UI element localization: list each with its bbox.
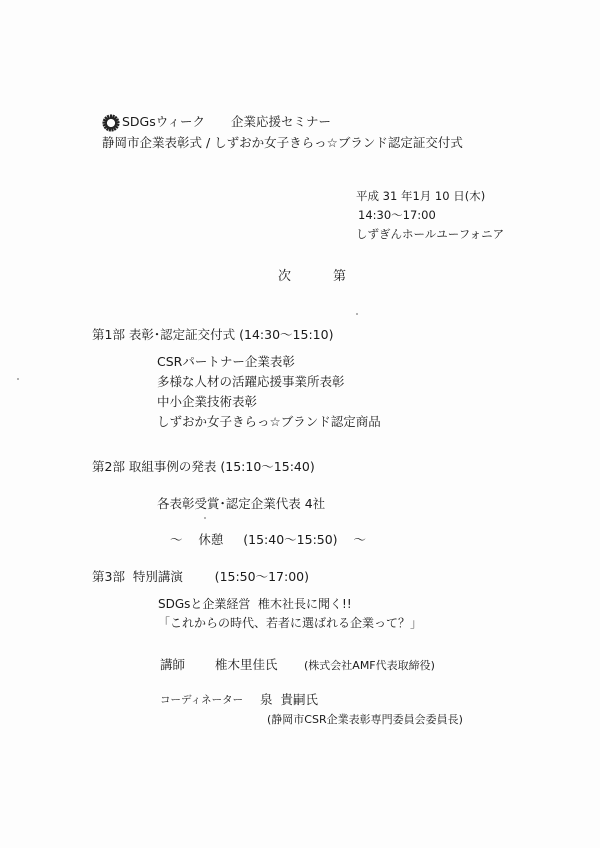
coordinator-affiliation: (静岡市CSR企業表彰専門委員会委員長) [267, 713, 463, 726]
event-venue: しずぎんホールユーフォニア [356, 227, 505, 241]
lecturer-label: 講師 [160, 657, 186, 672]
lecturer-affiliation: (株式会社AMF代表取締役) [304, 659, 435, 672]
header-line-1 [122, 116, 331, 129]
page-title [278, 270, 346, 283]
header-sdgs-week: SDGsウィーク [122, 114, 206, 129]
part2-item: 各表彰受賞･認定企業代表 4社 [157, 496, 326, 511]
event-date: 平成 31 年1月 10 日(木) [356, 189, 486, 203]
part1-heading: 第1部 表彰･認定証交付式 (14:30〜15:10) [92, 327, 334, 342]
part1-item: 多様な人材の活躍応援事業所表彰 [157, 374, 345, 389]
scan-speck [17, 378, 19, 380]
lecturer-name: 椎木里佳氏 [215, 657, 278, 672]
lecture-subtitle: 「これからの時代、若者に選ばれる企業って？」 [158, 616, 423, 630]
part2-heading: 第2部 取組事例の発表 (15:10〜15:40) [92, 459, 315, 474]
lecture-title: SDGsと企業経営 椎木社長に聞く!! [158, 597, 352, 611]
header-line-2: 静岡市企業表彰式 / しずおか女子きらっ☆ブランド認定証交付式 [102, 135, 463, 150]
header-seminar-title: 企業応援セミナー [231, 114, 332, 129]
part1-item: CSRパートナー企業表彰 [157, 354, 295, 369]
title-char-1: 次 [278, 269, 292, 284]
coordinator-label: コーディネーター [160, 694, 244, 706]
part1-item: しずおか女子きらっ☆ブランド認定商品 [157, 414, 381, 429]
part3-heading: 第3部 特別講演 (15:50〜17:00) [92, 569, 309, 584]
event-time: 14:30〜17:00 [358, 208, 436, 222]
coordinator-name: 泉 貴嗣氏 [260, 692, 318, 707]
scan-speck [204, 517, 206, 519]
part1-item: 中小企業技術表彰 [157, 394, 258, 409]
title-char-2: 第 [333, 269, 347, 284]
sdgs-wheel-icon [102, 114, 120, 132]
break-line: 〜 休憩 (15:40〜15:50) 〜 [170, 532, 366, 547]
scan-speck [356, 313, 358, 315]
